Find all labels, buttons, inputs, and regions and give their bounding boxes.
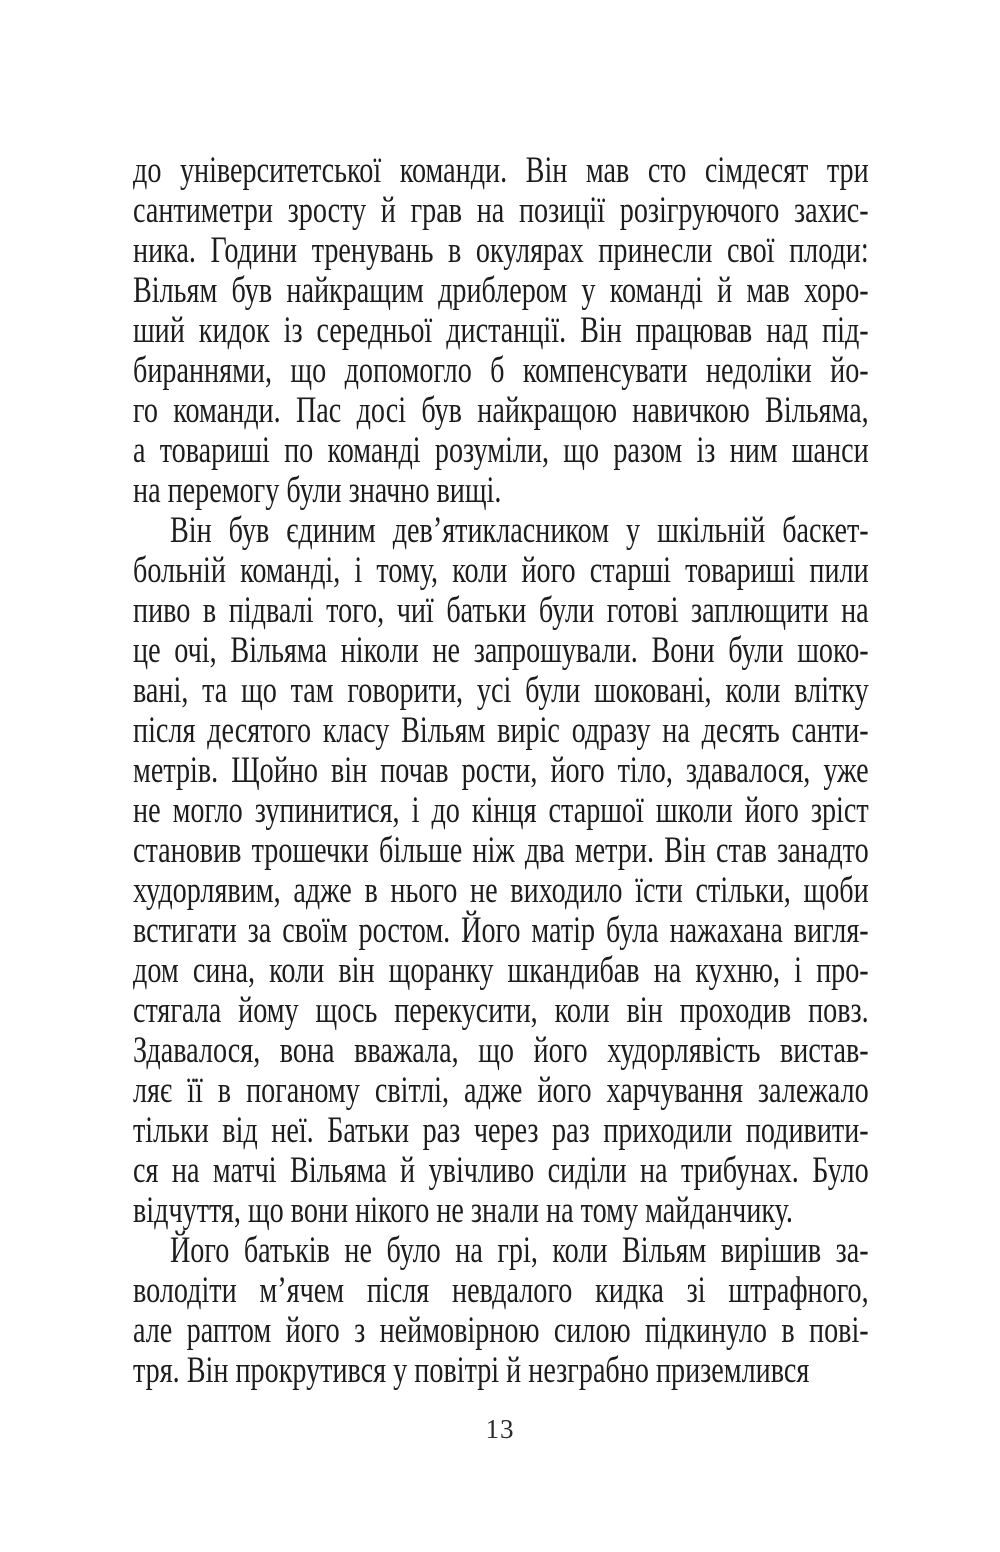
text-line: але раптом його з неймовірною силою підкинуло в пові- (133, 1309, 869, 1351)
text-line: Здавалося, вона вважала, що його худорлявість вистав- (133, 1028, 869, 1071)
text-line: бираннями, що допомогло б компенсувати недоліки йо- (133, 348, 869, 391)
text-line: на перемогу були значно вищі. (133, 468, 502, 511)
text-line: Вільям був найкращим дриблером у команді й мав хоро- (133, 268, 869, 311)
text-line: го команди. Пас досі був найкращою навичкою Вільяма, (133, 388, 869, 431)
text-line: стягала йому щось перекусити, коли він проходив повз. (133, 988, 869, 1031)
text-line: після десятого класу Вільям виріс одразу на десять санти- (133, 708, 869, 751)
page-text (133, 150, 869, 1390)
text-line: ника. Години тренувань в окулярах принесли свої плоди: (133, 228, 869, 271)
text-line: Він був єдиним дев’ятикласником у шкільній баскет- (169, 508, 869, 551)
text-line: відчуття, що вони нікого не знали на тому майданчику. (133, 1188, 793, 1231)
text-line: не могло зупинитися, і до кінця старшої школи його зріст (133, 788, 869, 831)
text-line: тільки від неї. Батьки раз через раз приходили подивити- (133, 1108, 869, 1151)
text-line: вані, та що там говорити, усі були шоковані, коли влітку (133, 668, 869, 711)
text-line: Його батьків не було на грі, коли Вільям вирішив за- (169, 1228, 869, 1271)
text-line: до університетської команди. Він мав сто сімдесят три (133, 148, 869, 191)
text-line: ляє її в поганому світлі, адже його харчування залежало (133, 1068, 869, 1111)
text-line: дом сина, коли він щоранку шкандибав на кухню, і про- (133, 948, 869, 991)
text-line: ся на матчі Вільяма й увічливо сиділи на трибунах. Було (133, 1148, 869, 1191)
text-line: а товариші по команді розуміли, що разом із ним шанси (133, 428, 869, 471)
page-number: 13 (485, 1414, 515, 1444)
text-line: худорлявим, адже в нього не виходило їсти стільки, щоби (133, 868, 869, 911)
text-line: сантиметри зросту й грав на позиції розігруючого захис- (133, 188, 869, 231)
text-line: володіти м’ячем після невдалого кидка зі штрафного, (133, 1268, 869, 1311)
text-line: тря. Він прокрутився у повітрі й незграбно приземлився (133, 1349, 810, 1391)
text-line: ший кидок із середньої дистанції. Він працював над під- (133, 308, 869, 351)
text-line: метрів. Щойно він почав рости, його тіло, здавалося, уже (133, 748, 869, 791)
text-line: больній команді, і тому, коли його старші товариші пили (133, 548, 869, 591)
text-line: становив трошечки більше ніж два метри. Він став занадто (133, 828, 869, 871)
text-line: встигати за своїм ростом. Його матір була нажахана вигля- (133, 908, 869, 951)
text-line: пиво в підвалі того, чиї батьки були готові заплющити на (133, 588, 869, 631)
text-line: це очі, Вільяма ніколи не запрошували. Вони були шоко- (133, 628, 869, 671)
